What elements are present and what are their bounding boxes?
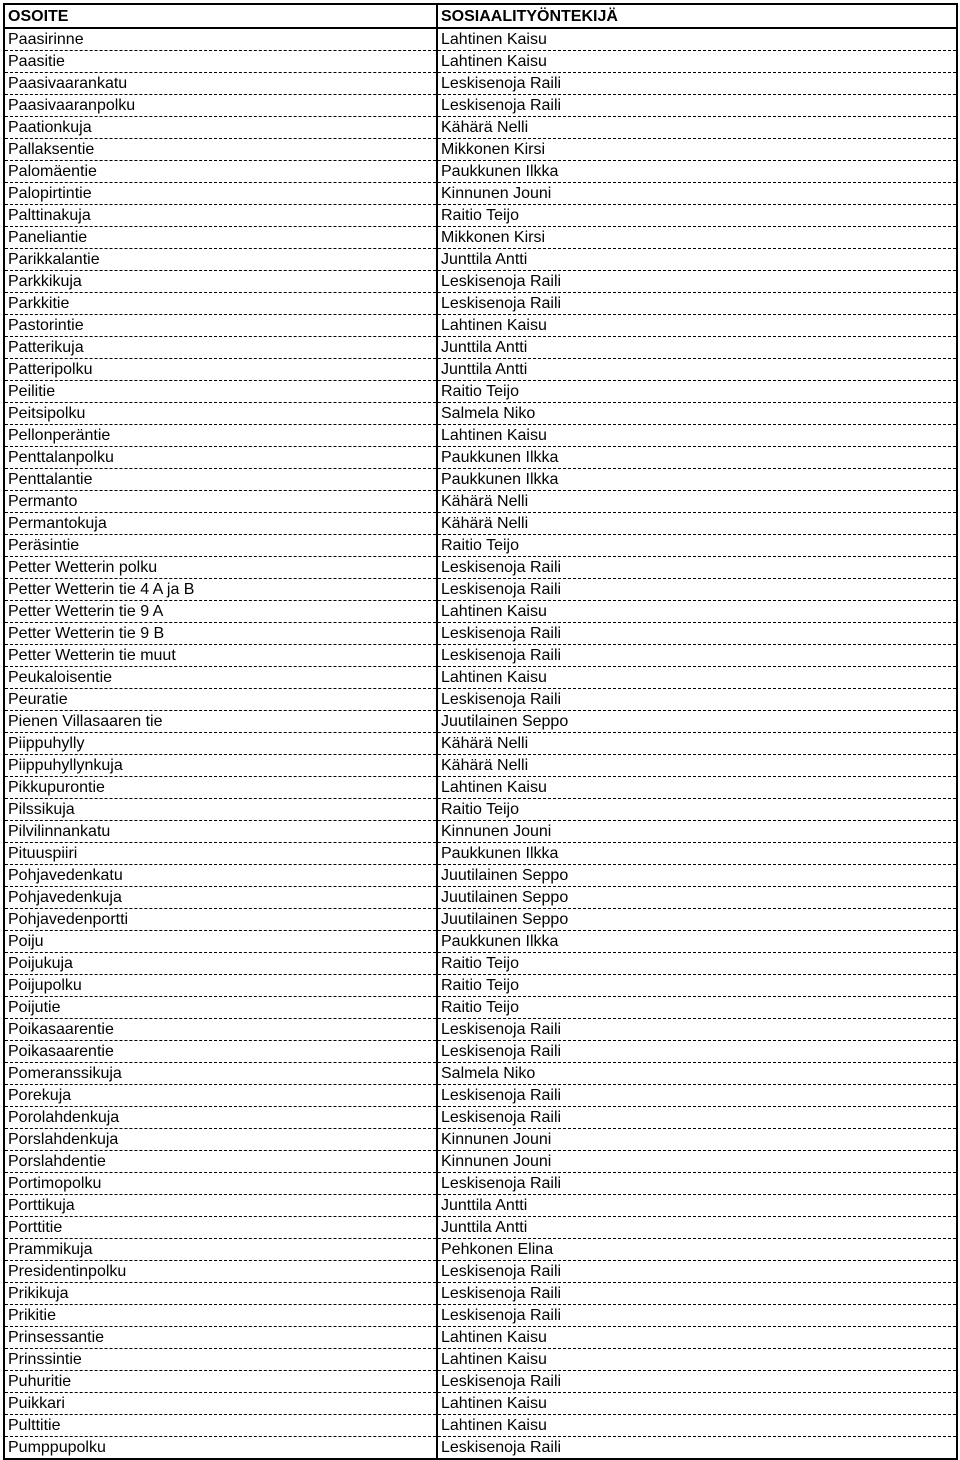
address-cell: Pohjavedenkatu — [4, 865, 437, 887]
address-cell: Porekuja — [4, 1085, 437, 1107]
address-cell: Pomeranssikuja — [4, 1063, 437, 1085]
address-cell: Prikitie — [4, 1305, 437, 1327]
worker-cell: Raitio Teijo — [437, 381, 957, 403]
table-row — [4, 1063, 957, 1085]
table-row — [4, 865, 957, 887]
table-row — [4, 755, 957, 777]
address-cell: Paasivaaranpolku — [4, 95, 437, 117]
table-row — [4, 1129, 957, 1151]
worker-cell: Leskisenoja Raili — [437, 271, 957, 293]
worker-cell: Lahtinen Kaisu — [437, 1415, 957, 1437]
worker-cell: Leskisenoja Raili — [437, 1085, 957, 1107]
table-row — [4, 1305, 957, 1327]
address-cell: Pellonperäntie — [4, 425, 437, 447]
worker-cell: Juutilainen Seppo — [437, 865, 957, 887]
table-row — [4, 447, 957, 469]
table-row — [4, 1195, 957, 1217]
table-row — [4, 821, 957, 843]
address-cell: Petter Wetterin tie 9 B — [4, 623, 437, 645]
table-row — [4, 645, 957, 667]
address-cell: Permanto — [4, 491, 437, 513]
table-row — [4, 1437, 957, 1460]
table-row — [4, 689, 957, 711]
worker-cell: Leskisenoja Raili — [437, 645, 957, 667]
table-row — [4, 997, 957, 1019]
worker-cell: Juutilainen Seppo — [437, 909, 957, 931]
worker-cell: Lahtinen Kaisu — [437, 425, 957, 447]
table-row — [4, 425, 957, 447]
worker-cell: Leskisenoja Raili — [437, 1107, 957, 1129]
address-cell: Pikkupurontie — [4, 777, 437, 799]
worker-cell: Kinnunen Jouni — [437, 183, 957, 205]
worker-cell: Raitio Teijo — [437, 799, 957, 821]
address-cell: Patteripolku — [4, 359, 437, 381]
address-cell: Prinssintie — [4, 1349, 437, 1371]
worker-cell: Lahtinen Kaisu — [437, 777, 957, 799]
worker-cell: Paukkunen Ilkka — [437, 469, 957, 491]
address-cell: Porslahdentie — [4, 1151, 437, 1173]
worker-cell: Paukkunen Ilkka — [437, 447, 957, 469]
address-cell: Porolahdenkuja — [4, 1107, 437, 1129]
worker-cell: Leskisenoja Raili — [437, 293, 957, 315]
address-cell: Puhuritie — [4, 1371, 437, 1393]
address-cell: Parkkikuja — [4, 271, 437, 293]
address-cell: Poijukuja — [4, 953, 437, 975]
worker-cell: Junttila Antti — [437, 359, 957, 381]
worker-cell: Leskisenoja Raili — [437, 1305, 957, 1327]
table-row — [4, 1107, 957, 1129]
worker-cell: Lahtinen Kaisu — [437, 315, 957, 337]
address-cell: Pilssikuja — [4, 799, 437, 821]
worker-cell: Lahtinen Kaisu — [437, 1349, 957, 1371]
table-row — [4, 733, 957, 755]
table-row — [4, 117, 957, 139]
worker-cell: Leskisenoja Raili — [437, 1437, 957, 1460]
worker-cell: Kähärä Nelli — [437, 733, 957, 755]
table-row — [4, 909, 957, 931]
worker-cell: Kinnunen Jouni — [437, 1129, 957, 1151]
table-row — [4, 249, 957, 271]
table-row — [4, 1085, 957, 1107]
worker-cell: Raitio Teijo — [437, 535, 957, 557]
worker-cell: Kähärä Nelli — [437, 117, 957, 139]
table-row — [4, 28, 957, 51]
address-cell: Peitsipolku — [4, 403, 437, 425]
address-cell: Puikkari — [4, 1393, 437, 1415]
worker-cell: Leskisenoja Raili — [437, 1371, 957, 1393]
worker-cell: Lahtinen Kaisu — [437, 28, 957, 51]
address-cell: Peuratie — [4, 689, 437, 711]
address-cell: Pulttitie — [4, 1415, 437, 1437]
address-cell: Parikkalantie — [4, 249, 437, 271]
address-cell: Porttikuja — [4, 1195, 437, 1217]
table-row — [4, 51, 957, 73]
worker-cell: Lahtinen Kaisu — [437, 601, 957, 623]
worker-cell: Salmela Niko — [437, 403, 957, 425]
table-row — [4, 579, 957, 601]
header-row — [4, 4, 957, 28]
table-row — [4, 601, 957, 623]
address-cell: Petter Wetterin polku — [4, 557, 437, 579]
address-cell: Porttitie — [4, 1217, 437, 1239]
address-cell: Piippuhylly — [4, 733, 437, 755]
table-row — [4, 491, 957, 513]
address-worker-table — [3, 3, 958, 1460]
worker-cell: Junttila Antti — [437, 1217, 957, 1239]
worker-cell: Leskisenoja Raili — [437, 1019, 957, 1041]
table-row — [4, 667, 957, 689]
table-row — [4, 1261, 957, 1283]
table-row — [4, 315, 957, 337]
table-row — [4, 205, 957, 227]
address-cell: Poikasaarentie — [4, 1041, 437, 1063]
worker-cell: Leskisenoja Raili — [437, 557, 957, 579]
table-row — [4, 1173, 957, 1195]
table-row — [4, 139, 957, 161]
worker-cell: Leskisenoja Raili — [437, 689, 957, 711]
address-cell: Poijutie — [4, 997, 437, 1019]
table-row — [4, 403, 957, 425]
address-column-header: OSOITE — [4, 4, 437, 28]
table-row — [4, 1019, 957, 1041]
address-cell: Paasitie — [4, 51, 437, 73]
worker-cell: Raitio Teijo — [437, 953, 957, 975]
worker-cell: Kinnunen Jouni — [437, 1151, 957, 1173]
address-cell: Petter Wetterin tie muut — [4, 645, 437, 667]
worker-cell: Junttila Antti — [437, 249, 957, 271]
worker-cell: Raitio Teijo — [437, 205, 957, 227]
address-cell: Poijupolku — [4, 975, 437, 997]
worker-cell: Mikkonen Kirsi — [437, 139, 957, 161]
address-cell: Patterikuja — [4, 337, 437, 359]
address-cell: Palttinakuja — [4, 205, 437, 227]
worker-cell: Leskisenoja Raili — [437, 579, 957, 601]
address-cell: Peilitie — [4, 381, 437, 403]
table-row — [4, 293, 957, 315]
address-cell: Petter Wetterin tie 4 A ja B — [4, 579, 437, 601]
address-cell: Paasirinne — [4, 28, 437, 51]
address-cell: Piippuhyllynkuja — [4, 755, 437, 777]
table-row — [4, 975, 957, 997]
worker-cell: Kähärä Nelli — [437, 755, 957, 777]
table-row — [4, 161, 957, 183]
address-cell: Peräsintie — [4, 535, 437, 557]
address-cell: Palopirtintie — [4, 183, 437, 205]
table-row — [4, 1415, 957, 1437]
worker-cell: Kähärä Nelli — [437, 491, 957, 513]
worker-cell: Paukkunen Ilkka — [437, 843, 957, 865]
table-row — [4, 1151, 957, 1173]
worker-cell: Kinnunen Jouni — [437, 821, 957, 843]
worker-cell: Leskisenoja Raili — [437, 95, 957, 117]
table-row — [4, 469, 957, 491]
worker-cell: Junttila Antti — [437, 337, 957, 359]
worker-cell: Raitio Teijo — [437, 975, 957, 997]
worker-cell: Juutilainen Seppo — [437, 711, 957, 733]
table-row — [4, 1217, 957, 1239]
address-cell: Presidentinpolku — [4, 1261, 437, 1283]
worker-cell: Leskisenoja Raili — [437, 1173, 957, 1195]
table-row — [4, 799, 957, 821]
address-cell: Penttalanpolku — [4, 447, 437, 469]
worker-cell: Lahtinen Kaisu — [437, 51, 957, 73]
table-row — [4, 1041, 957, 1063]
table-row — [4, 1327, 957, 1349]
address-cell: Porslahdenkuja — [4, 1129, 437, 1151]
worker-cell: Paukkunen Ilkka — [437, 931, 957, 953]
table-row — [4, 95, 957, 117]
address-cell: Pituuspiiri — [4, 843, 437, 865]
table-row — [4, 1393, 957, 1415]
address-cell: Palomäentie — [4, 161, 437, 183]
address-cell: Parkkitie — [4, 293, 437, 315]
address-cell: Prammikuja — [4, 1239, 437, 1261]
address-cell: Paneliantie — [4, 227, 437, 249]
address-cell: Prinsessantie — [4, 1327, 437, 1349]
worker-cell: Raitio Teijo — [437, 997, 957, 1019]
table-row — [4, 887, 957, 909]
table-body — [4, 28, 957, 1459]
worker-cell: Pehkonen Elina — [437, 1239, 957, 1261]
worker-cell: Leskisenoja Raili — [437, 1041, 957, 1063]
worker-cell: Paukkunen Ilkka — [437, 161, 957, 183]
address-cell: Pienen Villasaaren tie — [4, 711, 437, 733]
worker-cell: Leskisenoja Raili — [437, 73, 957, 95]
table-row — [4, 381, 957, 403]
worker-cell: Junttila Antti — [437, 1195, 957, 1217]
table-row — [4, 711, 957, 733]
table-row — [4, 359, 957, 381]
worker-column-header: SOSIAALITYÖNTEKIJÄ — [437, 4, 957, 28]
table-row — [4, 535, 957, 557]
address-cell: Poikasaarentie — [4, 1019, 437, 1041]
table-row — [4, 227, 957, 249]
worker-cell: Lahtinen Kaisu — [437, 1393, 957, 1415]
address-cell: Permantokuja — [4, 513, 437, 535]
address-cell: Prikikuja — [4, 1283, 437, 1305]
table-row — [4, 557, 957, 579]
table-row — [4, 777, 957, 799]
address-cell: Paationkuja — [4, 117, 437, 139]
address-cell: Pallaksentie — [4, 139, 437, 161]
worker-cell: Leskisenoja Raili — [437, 1261, 957, 1283]
address-cell: Paasivaarankatu — [4, 73, 437, 95]
address-cell: Pumppupolku — [4, 1437, 437, 1460]
table-row — [4, 1239, 957, 1261]
address-cell: Pohjavedenportti — [4, 909, 437, 931]
table-row — [4, 623, 957, 645]
address-cell: Petter Wetterin tie 9 A — [4, 601, 437, 623]
table-row — [4, 183, 957, 205]
worker-cell: Kähärä Nelli — [437, 513, 957, 535]
address-cell: Penttalantie — [4, 469, 437, 491]
table-row — [4, 953, 957, 975]
address-cell: Pastorintie — [4, 315, 437, 337]
table-row — [4, 1349, 957, 1371]
address-cell: Pilvilinnankatu — [4, 821, 437, 843]
worker-cell: Salmela Niko — [437, 1063, 957, 1085]
address-cell: Poiju — [4, 931, 437, 953]
worker-cell: Leskisenoja Raili — [437, 623, 957, 645]
worker-cell: Juutilainen Seppo — [437, 887, 957, 909]
worker-cell: Lahtinen Kaisu — [437, 667, 957, 689]
worker-cell: Mikkonen Kirsi — [437, 227, 957, 249]
worker-cell: Leskisenoja Raili — [437, 1283, 957, 1305]
address-cell: Pohjavedenkuja — [4, 887, 437, 909]
address-cell: Portimopolku — [4, 1173, 437, 1195]
table-row — [4, 513, 957, 535]
table-row — [4, 931, 957, 953]
table-row — [4, 843, 957, 865]
worker-cell: Lahtinen Kaisu — [437, 1327, 957, 1349]
table-row — [4, 1371, 957, 1393]
table-row — [4, 73, 957, 95]
address-cell: Peukaloisentie — [4, 667, 437, 689]
table-row — [4, 271, 957, 293]
table-row — [4, 337, 957, 359]
table-row — [4, 1283, 957, 1305]
